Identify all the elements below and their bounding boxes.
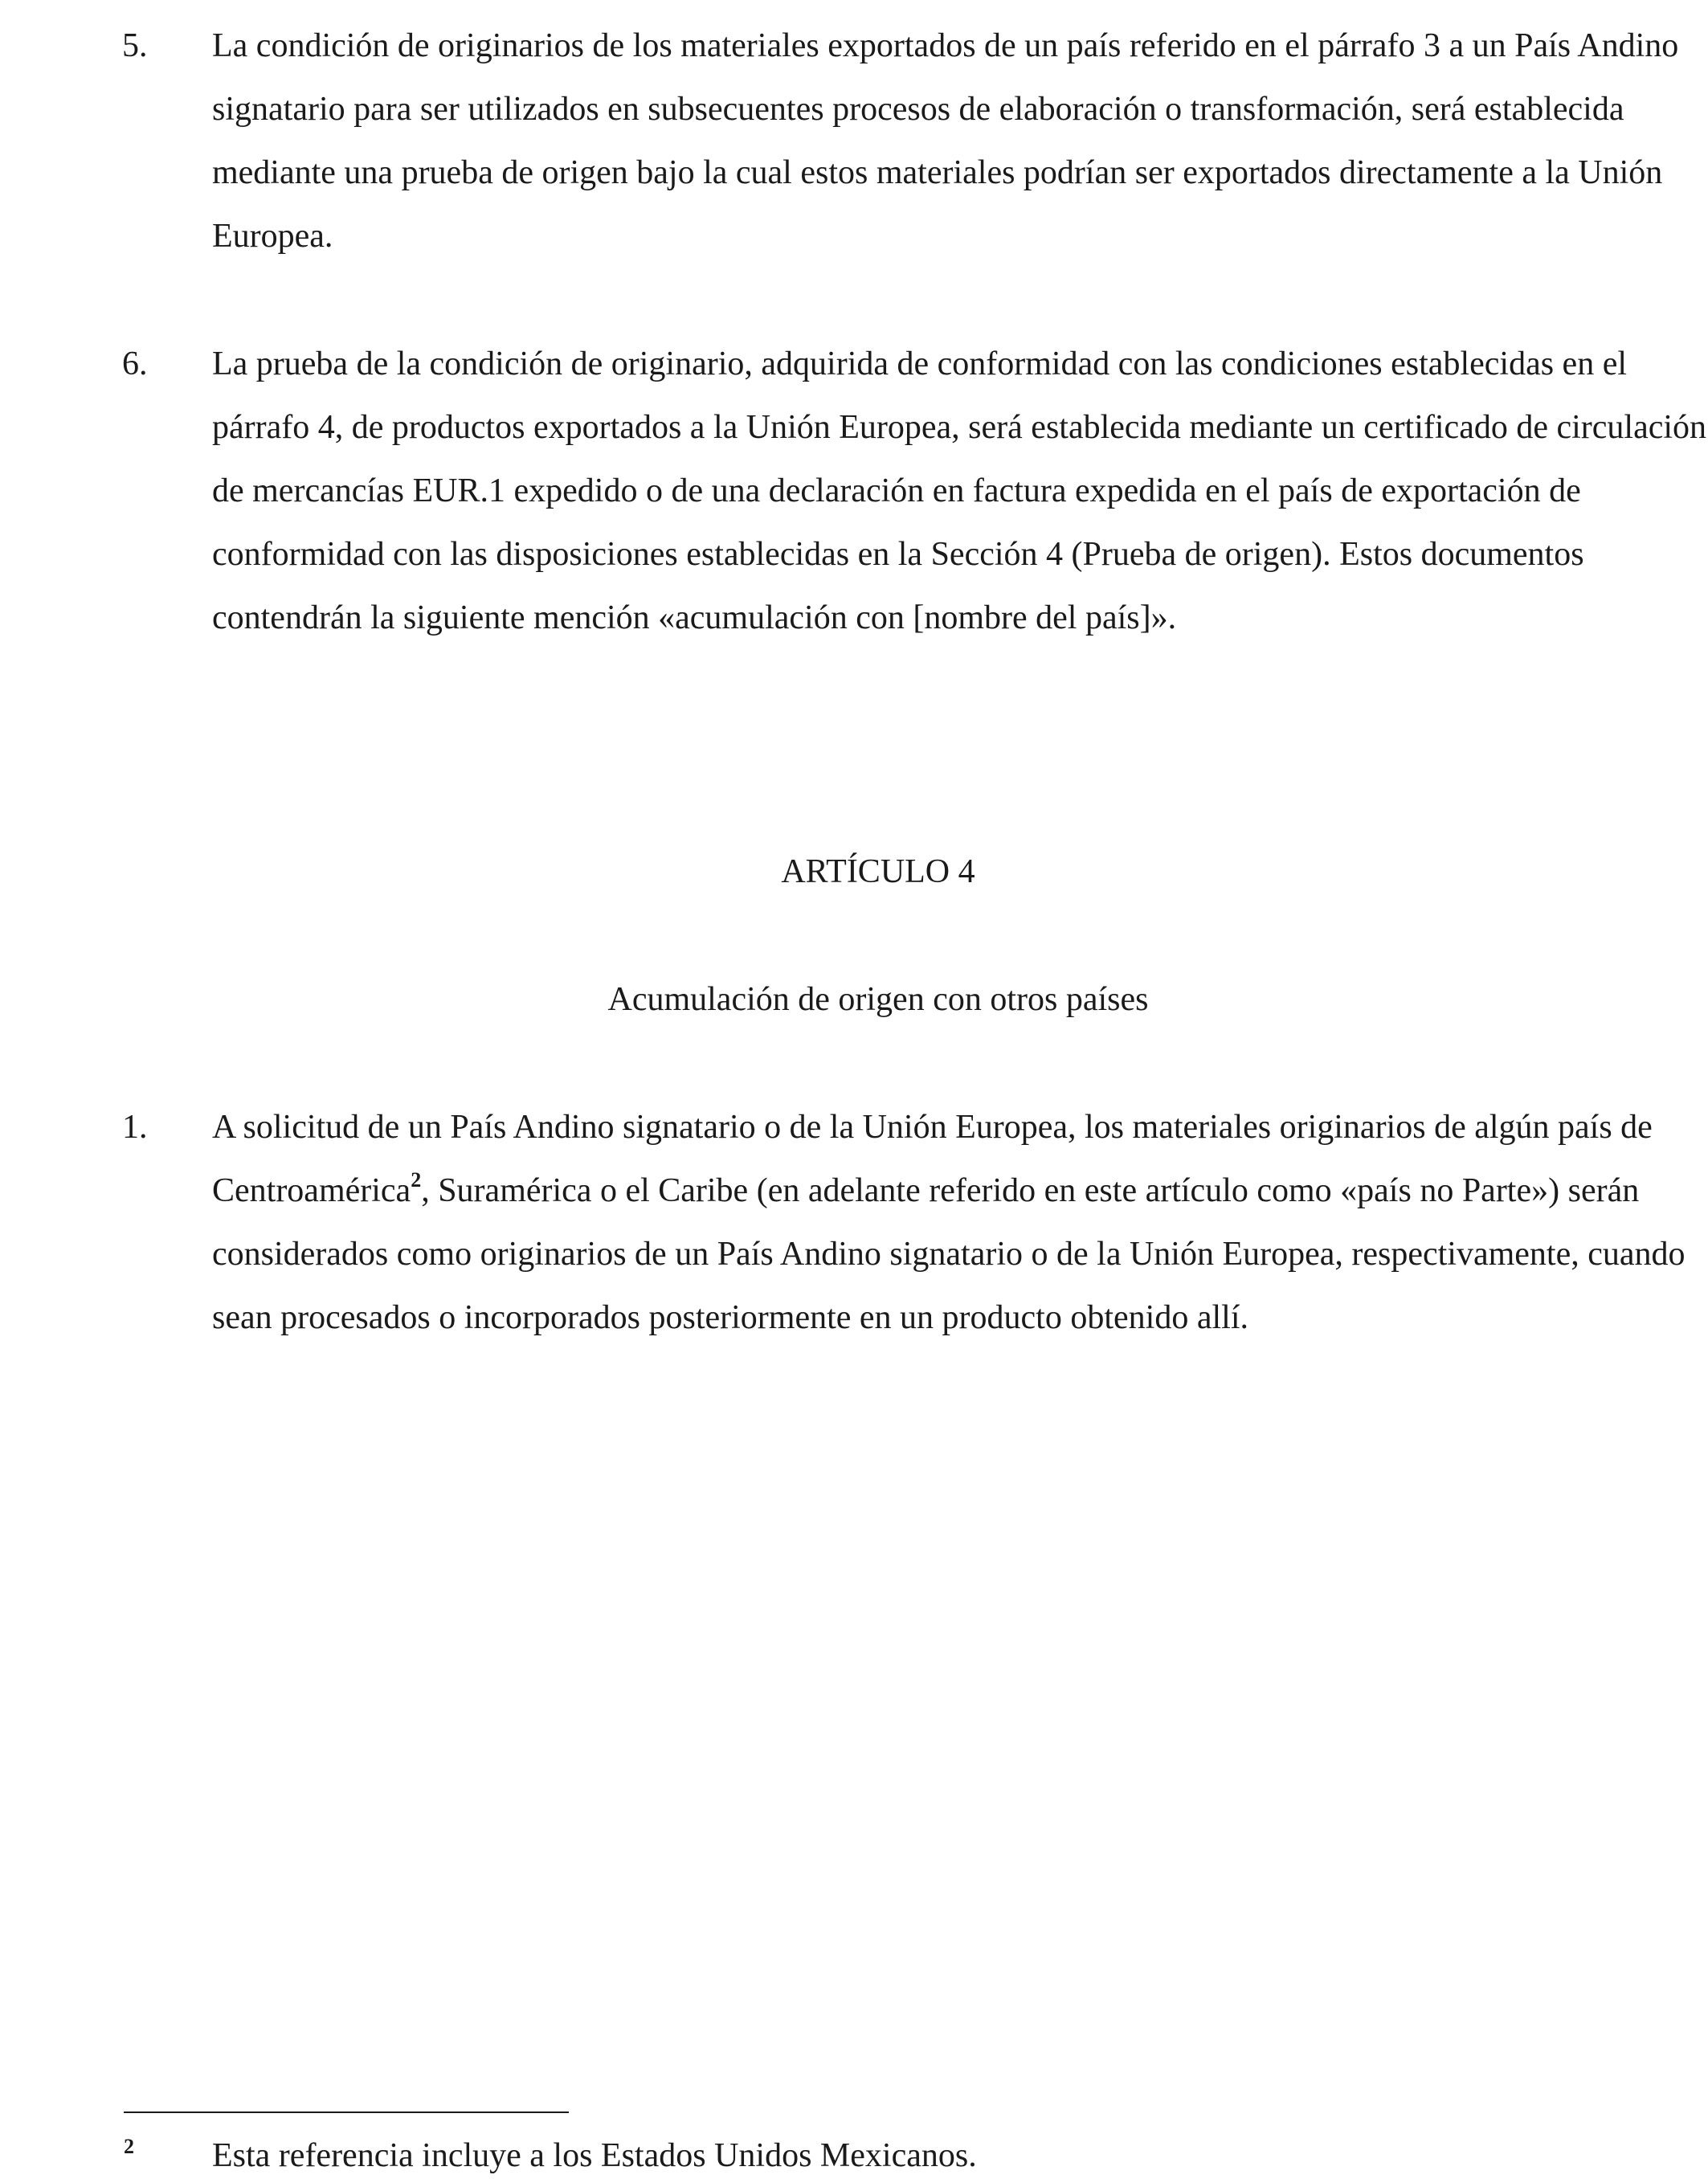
paragraph-text: La prueba de la condición de originario, adquirida de conformidad con las condiciones establecidas en el párrafo 4, de productos exportados a la Unión Europea, será establecida mediante un certificado de circulación de mercancías EUR.1 expedido o de una declaración en factura expedida en el país de exportación de conformidad con las disposiciones establecidas en la Sección 4 (Prueba de origen). Estos documentos contendrán la siguiente mención «acumulación con [nombre del país]». bbox=[212, 345, 1707, 636]
paragraph-text-after-ref: , Suramérica o el Caribe (en adelante referido en este artículo como «país no Parte») serán considerados como originarios de un País Andino signatario o de la Unión Europea, respectivamente, cuando sean procesados o incorporados posteriormente en un producto obtenido allí. bbox=[212, 1172, 1686, 1336]
paragraph-6 bbox=[122, 333, 1707, 718]
paragraph-text bbox=[212, 1096, 1708, 1350]
paragraph-number: 5. bbox=[122, 27, 148, 64]
paragraph-number: 1. bbox=[122, 1109, 148, 1146]
footnote bbox=[124, 2133, 1650, 2181]
paragraph-text: La condición de originarios de los materiales exportados de un país referido en el párrafo 3 a un País Andino signatario para ser utilizados en subsecuentes procesos de elaboración o transformación, será establecida mediante una prueba de origen bajo la cual estos materiales podrían ser exportados directamente a la Unión Europea. bbox=[212, 27, 1679, 255]
footnote-number: 2 bbox=[124, 2135, 134, 2158]
footnote-separator bbox=[124, 2111, 569, 2113]
footnote-text: Esta referencia incluye a los Estados Unidos Mexicanos. bbox=[212, 2137, 977, 2174]
footnote-reference[interactable]: 2 bbox=[411, 1168, 422, 1192]
paragraph-text-before-ref: A solicitud de un País Andino signatario o de la Unión Europea, los materiales originarios de algún país de Centroamérica bbox=[212, 1109, 1653, 1209]
article-paragraph-1 bbox=[122, 1096, 1686, 1417]
paragraph-5 bbox=[122, 14, 1679, 272]
article-heading: ARTÍCULO 4 bbox=[781, 853, 975, 890]
article-subtitle: Acumulación de origen con otros países bbox=[607, 981, 1149, 1018]
paragraph-number: 6. bbox=[122, 345, 148, 382]
